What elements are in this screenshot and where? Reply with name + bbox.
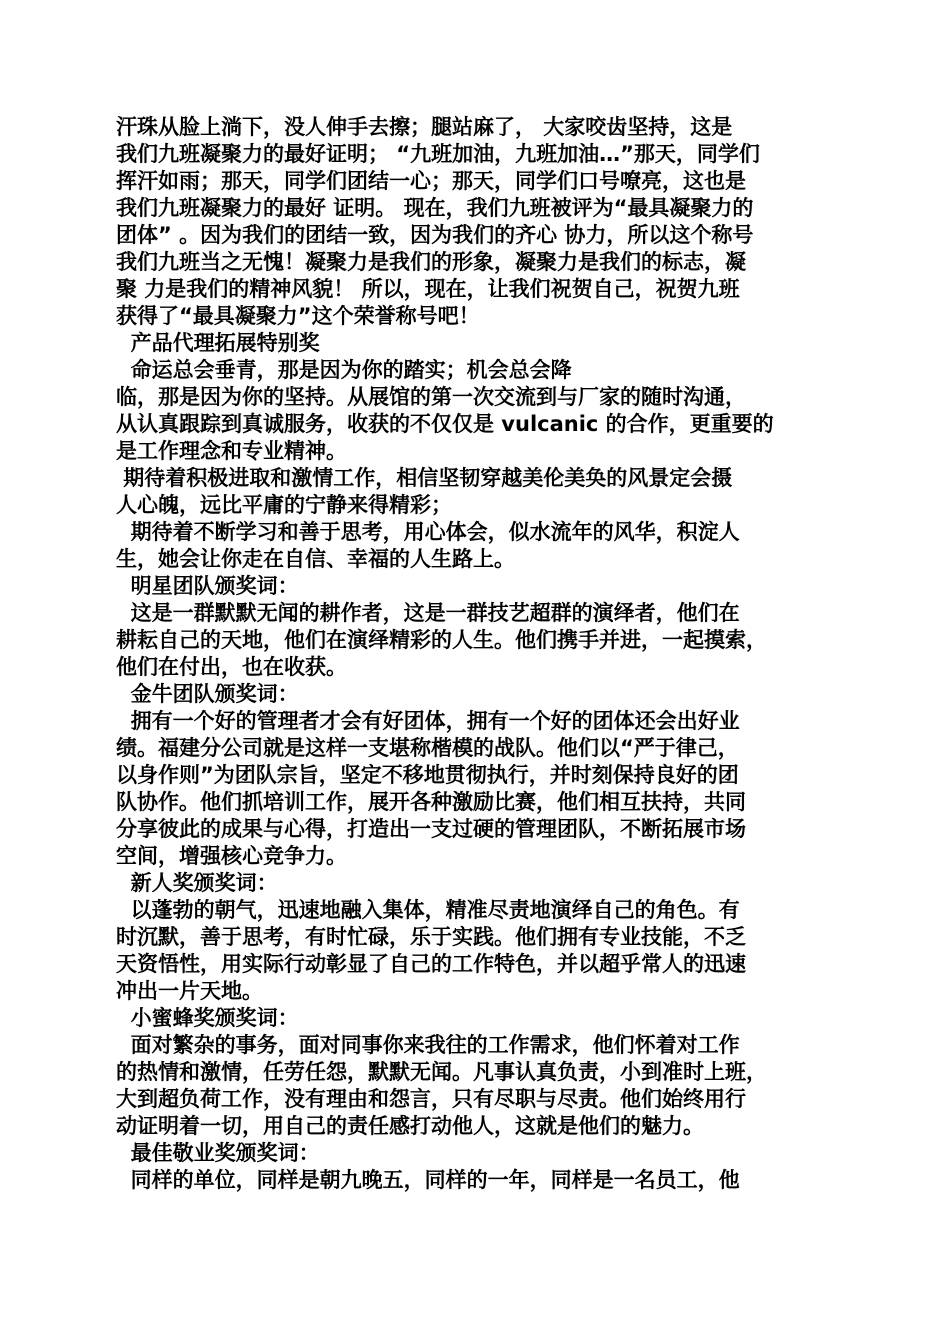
text-line: 汗珠从脸上淌下，没人伸手去擦；腿站麻了， 大家咬齿坚持，这是 [116, 115, 733, 139]
text-line: 期待着积极进取和激情工作，相信坚韧穿越美伦美奂的风景定会摄 [116, 466, 733, 490]
text-line: 我们九班凝聚力的最好 证明。 现在，我们九班被评为“最具凝聚力的 [116, 196, 754, 220]
text-line: 耕耘自己的天地，他们在演绎精彩的人生。他们携手并进，一起摸索， [116, 628, 767, 652]
text-line: 时沉默，善于思考，有时忙碌，乐于实践。他们拥有专业技能，不乏 [116, 925, 746, 949]
section-heading: 最佳敬业奖颁奖词： [116, 1141, 320, 1165]
text-line: 分享彼此的成果与心得，打造出一支过硬的管理团队，不断拓展市场 [116, 817, 746, 841]
text-line: 队协作。他们抓培训工作，展开各种激励比赛，他们相互扶持，共同 [116, 790, 746, 814]
text-line: 我们九班当之无愧！凝聚力是我们的形象，凝聚力是我们的标志，凝 [116, 250, 746, 274]
text-line: 团体” 。因为我们的团结一致，因为我们的齐心 协力，所以这个称号 [116, 223, 754, 247]
text-line: 面对繁杂的事务，面对同事你来我往的工作需求，他们怀着对工作 [116, 1033, 740, 1057]
text-line: 人心魄，远比平庸的宁静来得精彩； [116, 493, 452, 517]
text-line: 冲出一片天地。 [116, 979, 263, 1003]
text-line: 大到超负荷工作，没有理由和怨言，只有尽职与尽责。他们始终用行 [116, 1087, 746, 1111]
text-line: 以身作则”为团队宗旨，坚定不移地贯彻执行，并时刻保持良好的团 [116, 763, 739, 787]
section-heading: 产品代理拓展特别奖 [116, 331, 320, 355]
text-line: 的热情和激情，任劳任怨，默默无闻。凡事认真负责，小到准时上班， [116, 1060, 767, 1084]
text-line: 挥汗如雨；那天，同学们团结一心；那天，同学们口号嘹亮，这也是 [116, 169, 746, 193]
text-line: 天资悟性，用实际行动彰显了自己的工作特色，并以超乎常人的迅速 [116, 952, 746, 976]
text-line: 获得了“最具凝聚力”这个荣誉称号吧！ [116, 304, 480, 328]
text-line: 这是一群默默无闻的耕作者，这是一群技艺超群的演绎者，他们在 [116, 601, 740, 625]
section-heading: 明星团队颁奖词： [116, 574, 299, 598]
text-line: 聚 力是我们的精神风貌！ 所以，现在，让我们祝贺自己，祝贺九班 [116, 277, 740, 301]
text-line: 期待着不断学习和善于思考，用心体会，似水流年的风华，积淀人 [116, 520, 740, 544]
text-line: 绩。福建分公司就是这样一支堪称楷模的战队。他们以“严于律己， [116, 736, 739, 760]
text-line: 生，她会让你走在自信、幸福的人生路上。 [116, 547, 515, 571]
text-line: 以蓬勃的朝气，迅速地融入集体，精准尽责地演绎自己的角色。有 [116, 898, 740, 922]
section-heading: 小蜜蜂奖颁奖词： [116, 1006, 299, 1030]
text-line: 我们九班凝聚力的最好证明； “九班加油，九班加油…”那天，同学们 [116, 142, 760, 166]
text-line: 同样的单位，同样是朝九晚五，同样的一年，同样是一名员工，他 [116, 1168, 740, 1192]
text-line: 动证明着一切，用自己的责任感打动他人，这就是他们的魅力。 [116, 1114, 704, 1138]
text-line: 命运总会垂青，那是因为你的踏实；机会总会降 [116, 358, 572, 382]
section-heading: 金牛团队颁奖词： [116, 682, 299, 706]
document-body-text [116, 114, 856, 1194]
text-line: 空间，增强核心竞争力。 [116, 844, 347, 868]
section-heading: 新人奖颁奖词： [116, 871, 278, 895]
text-line: 临，那是因为你的坚持。从展馆的第一次交流到与厂家的随时沟通， [116, 385, 746, 409]
text-line: 他们在付出，也在收获。 [116, 655, 347, 679]
text-line: 从认真跟踪到真诚服务，收获的不仅仅是 vulcanic 的合作，更重要的 [116, 412, 774, 436]
text-line: 拥有一个好的管理者才会有好团体，拥有一个好的团体还会出好业 [116, 709, 740, 733]
text-line: 是工作理念和专业精神。 [116, 439, 347, 463]
